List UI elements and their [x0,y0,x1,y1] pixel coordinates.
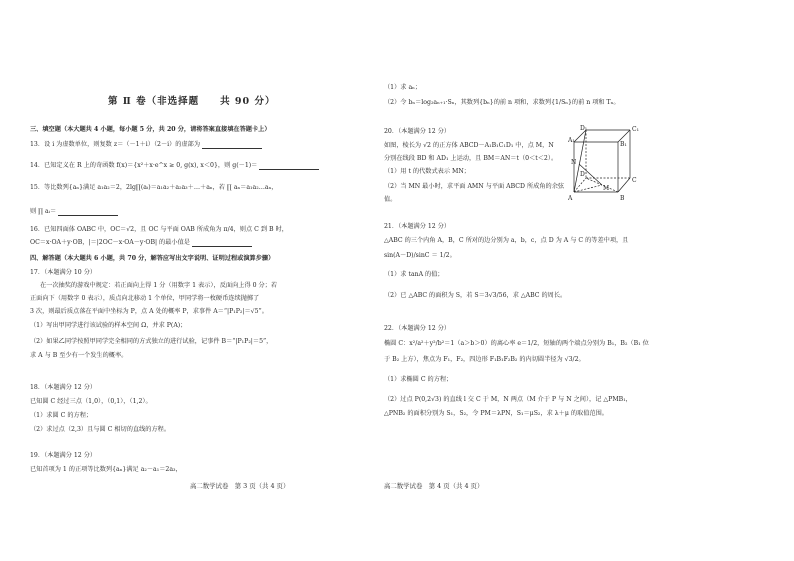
label-a: A [568,195,573,202]
question-14 [30,162,319,170]
question-21-line: △ABC 的三个内角 A，B，C 所对的边分别为 a，b，c，点 D 为 A 与 C 的等差中项，且 [384,237,629,244]
answer-blank [192,240,252,247]
question-14-text: 14．已知定义在 R 上的奇函数 f(x)＝{x²＋x·e^x ≥ 0, g(x), x＜0}，则 g(－1)＝ [30,162,258,169]
question-17-part: （1）写出甲同学进行该试验的样本空间 Ω，并求 P(A)； [30,322,187,329]
label-c1: C₁ [632,126,639,133]
label-c: C [632,177,637,184]
edge-bc [618,178,630,192]
answer-blank [259,163,319,170]
question-20-part: （2）当 MN 最小时，求平面 AMN 与平面 ABCD 所成角的余弦 [384,183,565,190]
question-17-part: 求 A 与 B 至少有一个发生的概率。 [30,352,128,359]
label-b: B [620,195,625,202]
question-20-line: 如图，棱长为 √2 的正方体 ABCD－A₁B₁C₁D₁ 中，点 M，N [384,142,554,149]
question-17-line: 在一次抽奖的游戏中规定：若正面向上得 1 分（用数字 1 表示），反面向上得 0 分；若 [40,282,278,289]
question-22-part: （2）过点 P(0,2√3) 的直线 l 交 C 于 M，N 两点（M 介于 P 与 N 之间），记 △PMB₁， [384,396,632,403]
question-21-part: （1）求 tanA 的值； [384,271,444,278]
question-21-line: sin(A－D)/sinC ＝ 1/2。 [384,252,456,259]
question-21-heading: 21．（本题满分 12 分） [384,223,451,230]
section3-heading: 三、填空题（本大题共 4 小题，每小题 5 分，共 20 分，请将答案直接填在答题卡上） [30,126,271,133]
question-17-line: 3 次，则最后质点落在平面中坐标为 P，点 A 处的概率 P，求事件 A＝“|P₁P₂|＝√5”。 [30,308,268,315]
question-21-part: （2）已 △ABC 的面积为 S，若 S＝3√3/56，求 △ABC 的周长。 [384,292,567,299]
question-22-line: 于 B₂ 上方），焦点为 F₁，F₂，四边形 F₁B₁F₂B₂ 的内切圆半径为 √3/2。 [384,356,585,363]
question-22-part: （1）求椭圆 C 的方程； [384,376,453,383]
question-16: 16．已知四面体 OABC 中，OC＝√2，且 OC 与平面 OAB 所成角为 π/4，则点 C 到 B 时， [30,226,288,233]
question-13 [30,141,262,149]
question-18-line: 已知圆 C 经过三点（1,0），（0,1），（1,2）。 [30,398,152,405]
page-footer: 高二数学试卷 第 4 页（共 4 页） [384,482,484,490]
question-20-line: 分别在线段 BD 和 AD₁ 上运动，且 BM＝AN＝t（0＜t＜2）。 [384,155,558,162]
label-b1: B₁ [620,141,627,148]
label-d1: D₁ [580,125,588,132]
segment-am [574,185,602,192]
page-footer: 高二数学试卷 第 3 页（共 4 页） [190,482,290,490]
question-17-part: （2）如果乙同学按照甲同学完全相同的方式独立的进行试验，记事件 B＝“|P₁P₂|＝5”， [30,338,273,345]
question-15-text: 则 ∏ aᵢ＝ [30,208,57,215]
question-17-line: 正面向下（用数字 0 表示），质点向北移动 1 个单位，甲同学将一枚硬币连续抛掷了 [30,295,260,302]
question-20-part: 值。 [384,196,397,203]
question-22-line: 椭圆 C：x²/a²＋y²/b²＝1（a＞b＞0）的离心率 e＝1/2，短轴的两个端点分别为 B₁，B₂（B₁ 位 [384,340,649,347]
question-18-heading: 18．（本题满分 12 分） [30,384,97,391]
answer-blank [202,142,262,149]
section-title: 第 Ⅱ 卷（非选择题 共 90 分） [108,96,276,107]
question-19-part: （1）求 aₙ； [384,84,422,91]
question-19-part: （2）令 bₙ＝log₂aₙ₊₁·Sₙ，其数列{bₙ}的前 n 项和，求数列{1/Sₙ}的前 n 项和 Tₙ。 [384,99,620,106]
question-15: 15．等比数列{aₙ}满足 a₁a₂＝2，2lg∏(aᵢ)＝a₁a₂＋a₂a₃＋…＋aₙ，若 ∏ aₙ＝a₁a₂…aₙ， [30,184,278,191]
section4-heading: 四、解答题（本大题共 6 小题，共 70 分，解答应写出文字说明、证明过程或演算步骤） [30,255,275,262]
question-19-line: 已知首项为 1 的正项等比数列{aₙ}满足 a₂－a₁＝2a₃， [30,466,182,473]
edge-ad [574,178,586,192]
question-16-text: OC＝x·OA＋y·OB，|＝|2OC－x·OA－y·OB| 的最小值是 [30,239,190,246]
answer-blank [58,209,118,216]
question-22-heading: 22．（本题满分 12 分） [384,325,451,332]
question-19-heading: 19．（本题满分 12 分） [30,452,97,459]
label-a1: A₁ [568,137,575,144]
label-m: M [603,185,610,192]
question-22-part: △PNB₂ 的面积分别为 S₁，S₂，令 PM＝λPN，S₁＝μS₂，求 λ＋μ 的取值范围。 [384,410,608,417]
question-17-heading: 17．（本题满分 10 分） [30,269,97,276]
label-n: N [571,159,577,166]
question-20-part: （1）用 t 的代数式表示 MN； [384,168,470,175]
question-16-cont [30,239,252,247]
question-18-part: （2）求过点（2,3）且与圆 C 相切的直线的方程。 [30,426,171,433]
question-20-heading: 20．（本题满分 12 分） [384,128,451,135]
right-page [384,0,794,561]
question-15-cont [30,208,118,216]
label-d: D [580,171,585,178]
question-13-text: 13．设 i 为虚数单位，则复数 z＝（－1＋i）（2－i）的虚部为 [30,141,201,148]
cube-figure [568,124,646,204]
question-18-part: （1）求圆 C 的方程； [30,412,93,419]
